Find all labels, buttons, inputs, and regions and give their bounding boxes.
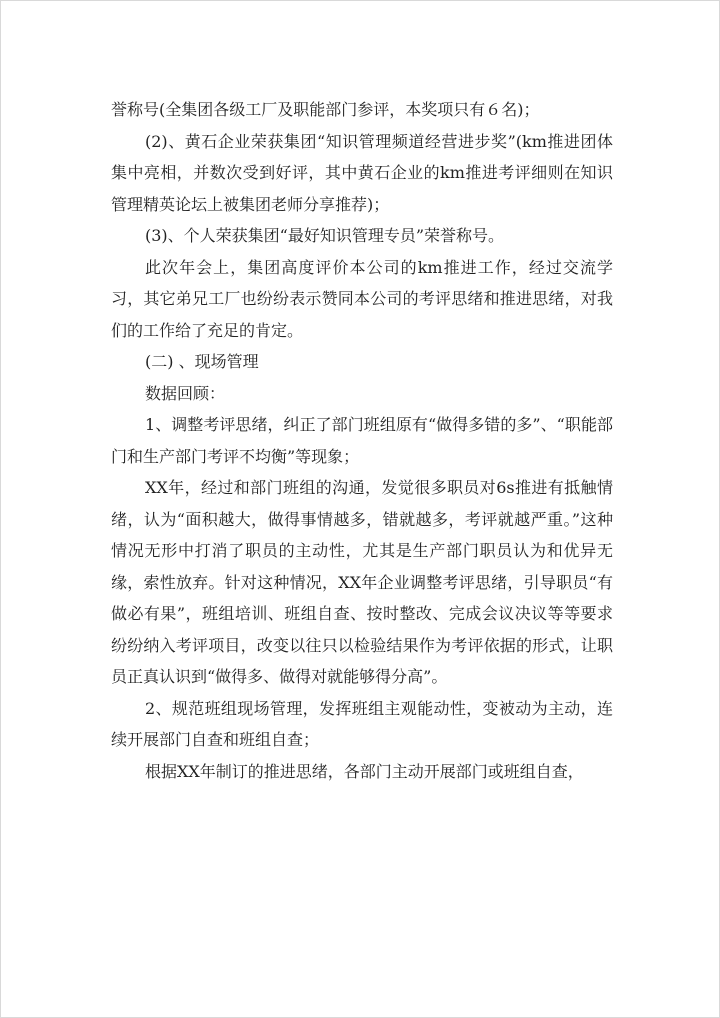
paragraph-huangshi-progress-award: (2)、黄石企业荣获集团“知识管理频道经营进步奖”(km推进团体集中亮相，并数次受到好评，其中黄石企业的km推进考评细则在知识管理精英论坛上被集团老师分享推荐)；: [111, 131, 613, 214]
paragraph-personal-award: (3)、个人荣获集团“最好知识管理专员”荣誉称号。: [145, 226, 505, 245]
paragraph-6s-evaluation-details: XX年，经过和部门班组的沟通，发觉很多职员对6s推进有抵触情绪，认为“面积越大，做得事情越多，错就越多，考评就越严重。”这种情况无形中打消了职员的主动性，尤其是生产部门职员认为和优异无缘，索性放弃。针对这种情况，XX年企业调整考评思绪，引导职员“有做必有果”，班组培训、班组自查、按时整改、完成会议决议等等要求纷纷纳入考评项目，改变以往只以检验结果作为考评依据的形式，让职员正真认识到“做得多、做得对就能够得分高”。: [111, 478, 613, 686]
document-body: [111, 94, 613, 787]
subheading-data-review: 数据回顾：: [145, 383, 226, 403]
section-heading-site-management: (二) 、现场管理: [145, 352, 259, 371]
paragraph-annual-meeting-review: 此次年会上，集团高度评价本公司的km推进工作，经过交流学习，其它弟兄工厂也纷纷表示赞同本公司的考评思绪和推进思绪，对我们的工作给了充足的肯定。: [111, 257, 613, 340]
paragraph-item-1-adjust-evaluation: 1、调整考评思绪，纠正了部门班组原有“做得多错的多”、“职能部门和生产部门考评不均衡”等现象；: [111, 415, 613, 466]
paragraph-self-inspection: 根据XX年制订的推进思绪，各部门主动开展部门或班组自查，: [145, 761, 584, 781]
paragraph-award-title-continued: 誉称号(全集团各级工厂及职能部门参评，本奖项只有６名)；: [111, 100, 540, 119]
paragraph-item-2-standardize-site: 2、规范班组现场管理，发挥班组主观能动性，变被动为主动，连续开展部门自查和班组自查；: [111, 698, 613, 749]
